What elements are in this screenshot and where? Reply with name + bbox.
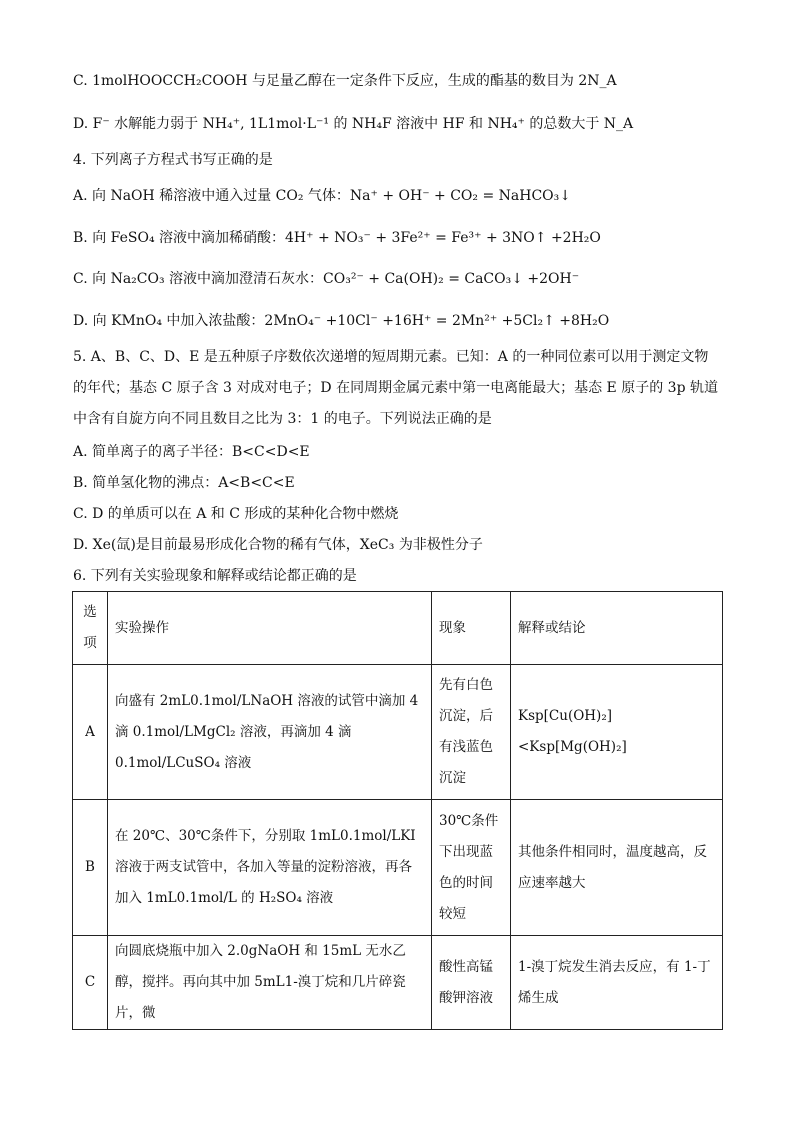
q5-option-d: D. Xe(氙)是目前最易形成化合物的稀有气体，XeC₃ 为非极性分子 (73, 537, 483, 553)
row-conclusion: 其他条件相同时，温度越高，反应速率越大 (511, 800, 723, 936)
header-operation: 实验操作 (108, 592, 432, 665)
question-6-stem: 6. 下列有关实验现象和解释或结论都正确的是 (73, 568, 357, 584)
row-option: C (73, 936, 108, 1030)
row-phenomenon: 酸性高锰酸钾溶液 (432, 936, 511, 1030)
experiment-table (72, 591, 723, 1030)
row-option: A (73, 665, 108, 800)
q5-option-c: C. D 的单质可以在 A 和 C 形成的某种化合物中燃烧 (73, 506, 399, 522)
row-operation: 向圆底烧瓶中加入 2.0gNaOH 和 15mL 无水乙醇，搅拌。再向其中加 5mL1-溴丁烷和几片碎瓷片，微 (108, 936, 432, 1030)
header-option: 选项 (73, 592, 108, 665)
row-conclusion: 1-溴丁烷发生消去反应，有 1-丁烯生成 (511, 936, 723, 1030)
q4-option-a: A. 向 NaOH 稀溶液中通入过量 CO₂ 气体：Na⁺ + OH⁻ + CO₂ = NaHCO₃↓ (73, 188, 571, 204)
header-phenomenon: 现象 (432, 592, 511, 665)
table-header-row (73, 592, 723, 665)
q4-option-d: D. 向 KMnO₄ 中加入浓盐酸：2MnO₄⁻ +10Cl⁻ +16H⁺ = 2Mn²⁺ +5Cl₂↑ +8H₂O (73, 313, 610, 329)
q4-option-c: C. 向 Na₂CO₃ 溶液中滴加澄清石灰水：CO₃²⁻ + Ca(OH)₂ = CaCO₃↓ +2OH⁻ (73, 271, 580, 287)
table-row (73, 936, 723, 1030)
row-option: B (73, 800, 108, 936)
q3-option-d: D. F⁻ 水解能力弱于 NH₄⁺, 1L1mol·L⁻¹ 的 NH₄F 溶液中 HF 和 NH₄⁺ 的总数大于 N_A (73, 116, 634, 132)
table-row (73, 665, 723, 800)
q3-option-c: C. 1molHOOCCH₂COOH 与足量乙醇在一定条件下反应，生成的酯基的数目为 2N_A (73, 73, 617, 89)
header-conclusion: 解释或结论 (511, 592, 723, 665)
q4-option-b: B. 向 FeSO₄ 溶液中滴加稀硝酸：4H⁺ + NO₃⁻ + 3Fe²⁺ = Fe³⁺ + 3NO↑ +2H₂O (73, 230, 601, 246)
row-phenomenon: 先有白色沉淀，后有浅蓝色沉淀 (432, 665, 511, 800)
q5-option-a: A. 简单离子的离子半径：B<C<D<E (73, 444, 310, 460)
q5-option-b: B. 简单氢化物的沸点：A<B<C<E (73, 475, 295, 491)
row-conclusion: Ksp[Cu(OH)₂]<Ksp[Mg(OH)₂] (511, 665, 723, 800)
row-operation: 向盛有 2mL0.1mol/LNaOH 溶液的试管中滴加 4 滴 0.1mol/LMgCl₂ 溶液，再滴加 4 滴 0.1mol/LCuSO₄ 溶液 (108, 665, 432, 800)
question-4-stem: 4. 下列离子方程式书写正确的是 (73, 152, 273, 168)
table-row (73, 800, 723, 936)
question-5-stem: 5. A、B、C、D、E 是五种原子序数依次递增的短周期元素。已知：A 的一种同位素可以用于测定文物的年代；基态 C 原子含 3 对成对电子；D 在同周期金属元素中第一电离能最大；基态 E 原子的 3p 轨道中含有自旋方向不同且数目之比为 3：1 的电子。下列说法正确的是 (73, 349, 718, 427)
row-phenomenon: 30℃条件下出现蓝色的时间较短 (432, 800, 511, 936)
row-operation: 在 20℃、30℃条件下，分别取 1mL0.1mol/LKI 溶液于两支试管中，各加入等量的淀粉溶液，再各加入 1mL0.1mol/L 的 H₂SO₄ 溶液 (108, 800, 432, 936)
